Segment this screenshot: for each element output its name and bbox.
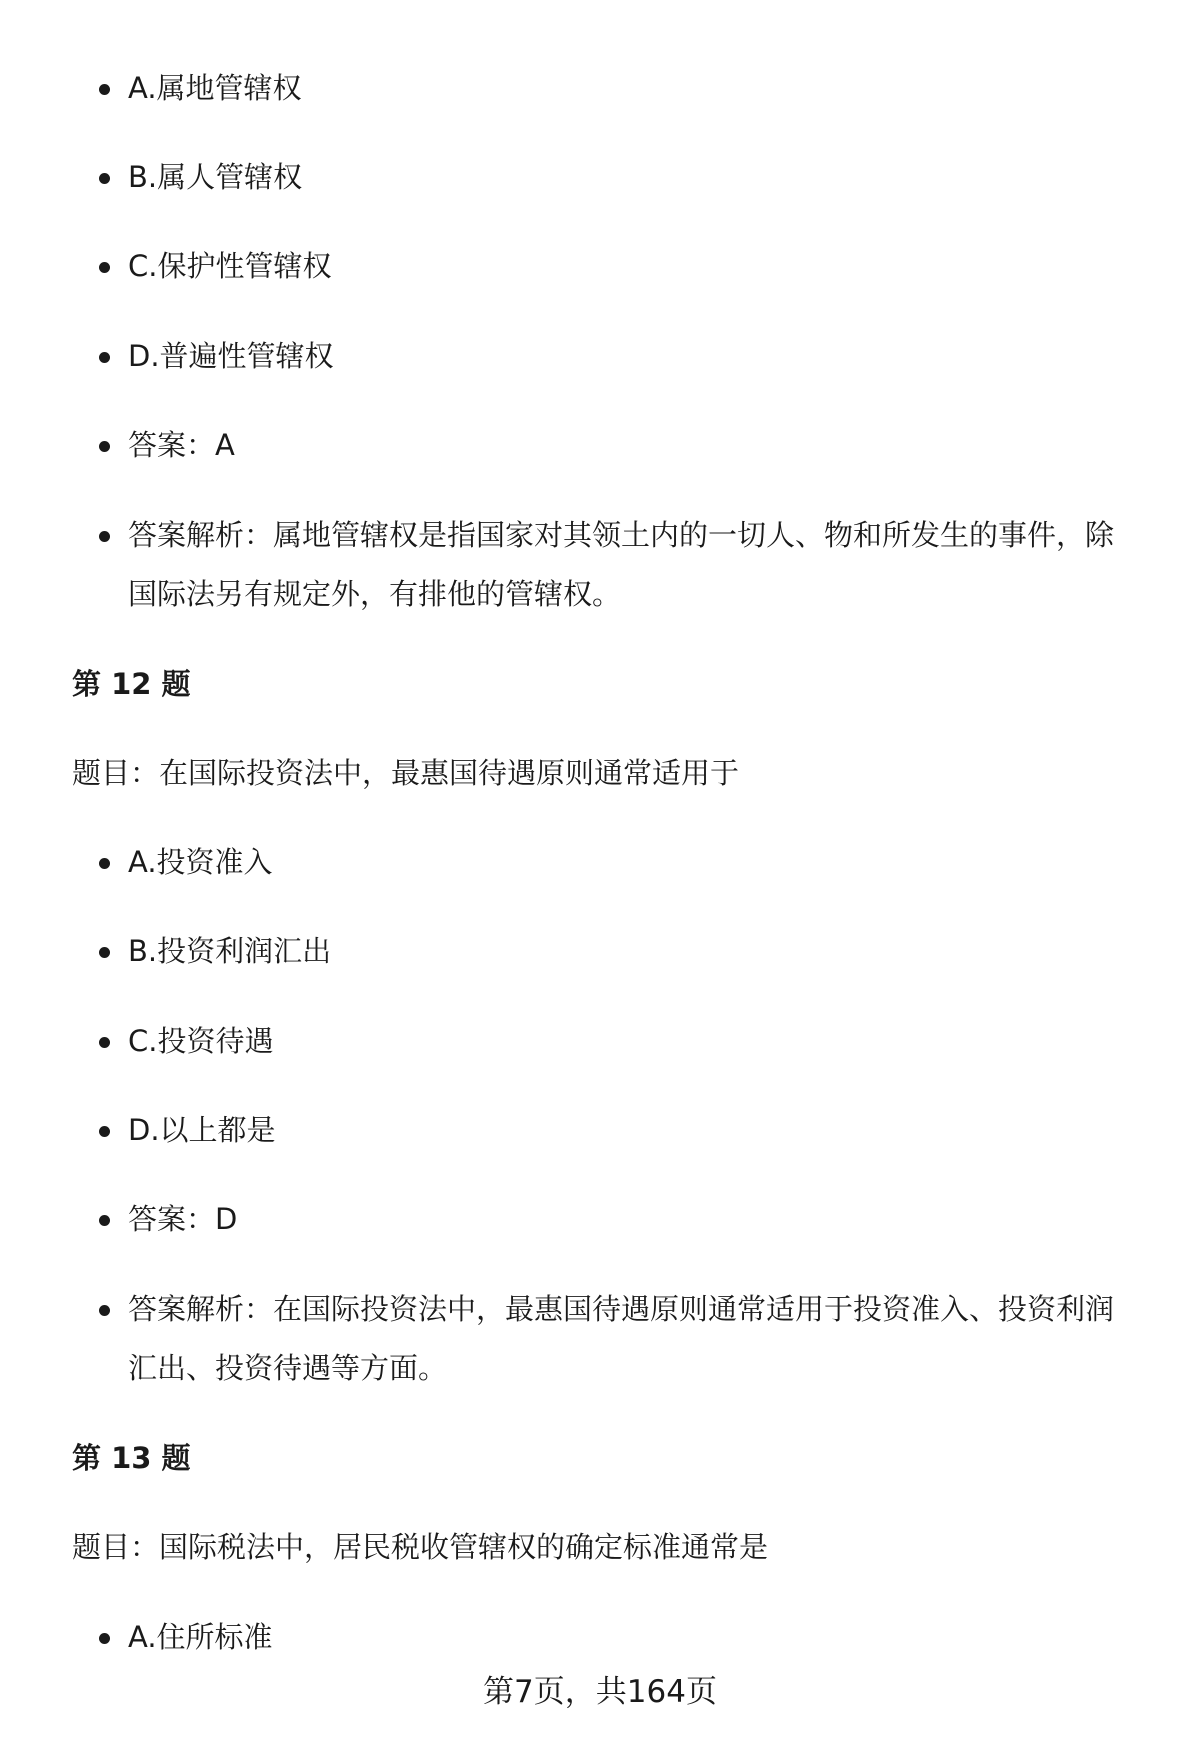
answer-text: 答案：A — [128, 428, 235, 462]
q11-option-a — [128, 59, 1140, 118]
q12-heading: 第 12 题 — [72, 667, 191, 701]
q11-option-b — [128, 148, 1140, 207]
q12-stem: 题目：在国际投资法中，最惠国待遇原则通常适用于 — [72, 756, 740, 790]
q12-option-c — [128, 1012, 1140, 1071]
q12-option-b — [128, 922, 1140, 981]
option-text: C.投资待遇 — [128, 1024, 274, 1058]
bullet-icon — [99, 352, 110, 363]
option-text: B.属人管辖权 — [128, 160, 303, 194]
page-footer: 第7页，共164页 — [483, 1674, 717, 1710]
explanation-text: 答案解析：在国际投资法中，最惠国待遇原则通常适用于投资准入、投资利润汇出、投资待遇等方面。 — [128, 1292, 1115, 1385]
option-text: A.住所标准 — [128, 1620, 273, 1654]
option-text: C.保护性管辖权 — [128, 249, 332, 283]
explanation-text: 答案解析：属地管辖权是指国家对其领土内的一切人、物和所发生的事件，除国际法另有规定外，有排他的管辖权。 — [128, 518, 1115, 611]
q13-option-a — [128, 1608, 1140, 1667]
bullet-icon — [99, 1633, 110, 1644]
bullet-icon — [99, 531, 110, 542]
q12-option-a — [128, 833, 1140, 892]
bullet-icon — [99, 173, 110, 184]
option-text: D.以上都是 — [128, 1113, 276, 1147]
q11-option-d — [128, 327, 1140, 386]
q13-stem: 题目：国际税法中，居民税收管辖权的确定标准通常是 — [72, 1530, 769, 1564]
q11-answer — [128, 416, 1140, 475]
option-text: A.属地管辖权 — [128, 71, 302, 105]
bullet-icon — [99, 84, 110, 95]
bullet-icon — [99, 441, 110, 452]
bullet-icon — [99, 1037, 110, 1048]
bullet-icon — [99, 1215, 110, 1226]
q13-heading: 第 13 题 — [72, 1441, 191, 1475]
option-text: B.投资利润汇出 — [128, 934, 332, 968]
option-text: D.普遍性管辖权 — [128, 339, 334, 373]
bullet-icon — [99, 1126, 110, 1137]
answer-text: 答案：D — [128, 1202, 238, 1236]
q12-explanation — [128, 1280, 1140, 1398]
q12-answer — [128, 1190, 1140, 1249]
option-text: A.投资准入 — [128, 845, 273, 879]
q12-option-d — [128, 1101, 1140, 1160]
bullet-icon — [99, 262, 110, 273]
bullet-icon — [99, 858, 110, 869]
q11-option-c — [128, 237, 1140, 296]
q11-explanation — [128, 506, 1140, 624]
bullet-icon — [99, 1305, 110, 1316]
bullet-icon — [99, 947, 110, 958]
